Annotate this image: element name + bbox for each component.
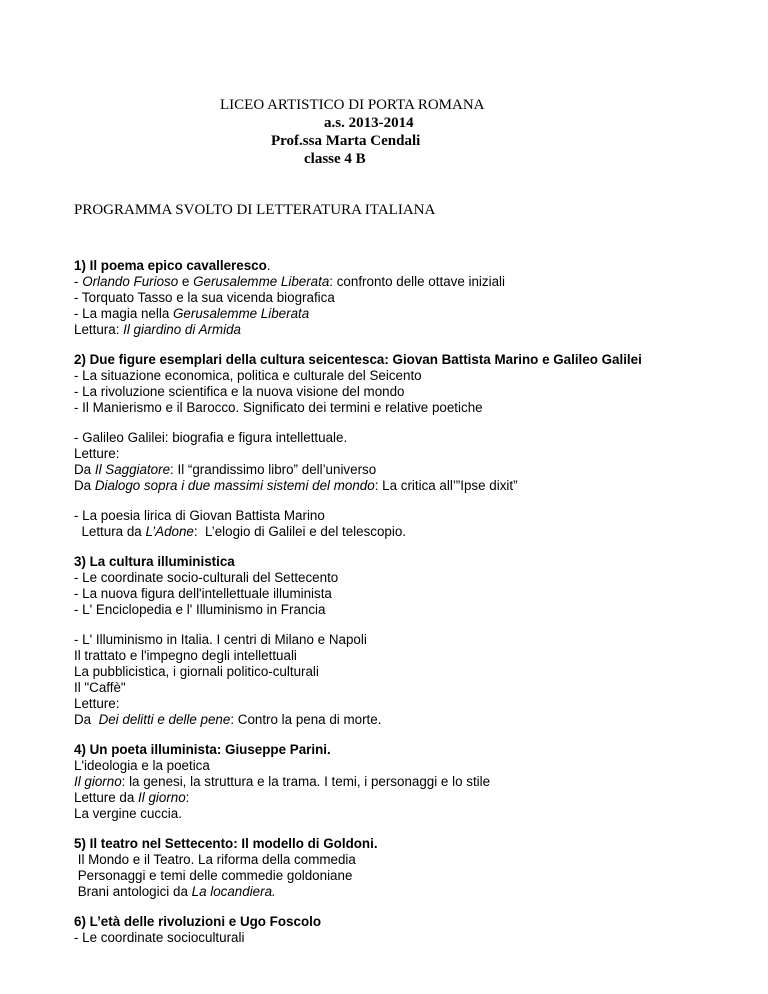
line <box>74 712 714 728</box>
line: La vergine cuccia. <box>74 806 182 821</box>
line: Letture: <box>74 696 120 711</box>
section-heading <box>74 258 714 274</box>
section-heading: 5) Il teatro nel Settecento: Il modello di Goldoni. <box>74 836 378 851</box>
text: : La critica all’”Ipse dixit” <box>374 478 518 493</box>
text: : <box>185 790 190 805</box>
line: Il "Caffè" <box>74 680 126 695</box>
text: : la genesi, la struttura e la trama. I temi, i personaggi e lo stile <box>121 774 491 789</box>
section-1 <box>74 258 714 338</box>
text: Da <box>74 462 95 477</box>
line <box>74 524 714 540</box>
line: - Il Manierismo e il Barocco. Significato dei termini e relative poetiche <box>74 400 483 415</box>
text: Lettura: <box>74 322 124 337</box>
text: - La magia nella <box>74 306 173 321</box>
work-title: La locandiera. <box>191 884 276 899</box>
line: Il Mondo e il Teatro. La riforma della commedia <box>74 852 356 867</box>
section-6 <box>74 914 714 946</box>
section-2 <box>74 352 714 540</box>
text: Lettura da <box>74 524 146 539</box>
teacher-name: Prof.ssa Marta Cendali <box>271 133 421 149</box>
text: Letture da <box>74 790 139 805</box>
line <box>74 478 714 494</box>
school-name: LICEO ARTISTICO DI PORTA ROMANA <box>220 97 485 113</box>
line: - Orlando Furioso e Gerusalemme Liberata: confronto delle ottave iniziali <box>74 274 505 289</box>
line: - La rivoluzione scientifica e la nuova visione del mondo <box>74 384 405 399</box>
work-title: Dei delitti e delle pene <box>98 712 231 727</box>
text: e <box>178 274 194 289</box>
spacer <box>74 494 714 508</box>
line: - L' Illuminismo in Italia. I centri di Milano e Napoli <box>74 632 367 647</box>
section-heading: 2) Due figure esemplari della cultura seicentesca: Giovan Battista Marino e Galileo Galilei <box>74 352 642 367</box>
heading-period: . <box>266 258 271 273</box>
section-5 <box>74 836 714 900</box>
program-title: PROGRAMMA SVOLTO DI LETTERATURA ITALIANA <box>74 202 436 218</box>
section-heading: 3) La cultura illuministica <box>74 554 235 569</box>
work-title: Gerusalemme Liberata <box>193 274 330 289</box>
section-3 <box>74 554 714 728</box>
text: Brani antologici da <box>74 884 192 899</box>
spacer <box>74 618 714 632</box>
section-heading-text: 1) Il poema epico cavalleresco <box>74 258 267 273</box>
text: Da <box>74 478 95 493</box>
line <box>74 306 714 322</box>
class-name: classe 4 B <box>304 151 366 167</box>
text: : Il “grandissimo libro” dell’universo <box>170 462 377 477</box>
text: : L’elogio di Galilei e del telescopio. <box>193 524 407 539</box>
section-4 <box>74 742 714 822</box>
line: La pubblicistica, i giornali politico-culturali <box>74 664 319 679</box>
line: - La situazione economica, politica e culturale del Seicento <box>74 368 422 383</box>
line <box>74 790 714 806</box>
line: L'ideologia e la poetica <box>74 758 210 773</box>
work-title: Orlando Furioso <box>82 274 179 289</box>
program-body <box>74 258 714 960</box>
work-title: Il giorno <box>74 774 122 789</box>
line: - L' Enciclopedia e l' Illuminismo in Francia <box>74 602 326 617</box>
section-heading: 4) Un poeta illuminista: Giuseppe Parini. <box>74 742 331 757</box>
line: - Le coordinate socioculturali <box>74 930 245 945</box>
work-title: L’Adone <box>145 524 194 539</box>
spacer <box>74 416 714 430</box>
line: Letture: <box>74 446 120 461</box>
text: Da <box>74 712 99 727</box>
line <box>74 884 714 900</box>
text: : Contro la pena di morte. <box>230 712 382 727</box>
line <box>74 322 714 338</box>
school-year: a.s. 2013-2014 <box>324 115 414 131</box>
line: - La nuova figura dell'intellettuale illuminista <box>74 586 332 601</box>
line <box>74 462 714 478</box>
line: Il trattato e l'impegno degli intellettuali <box>74 648 297 663</box>
line: - Galileo Galilei: biografia e figura intellettuale. <box>74 430 348 445</box>
section-heading: 6) L’età delle rivoluzioni e Ugo Foscolo <box>74 914 322 929</box>
work-title: Il Saggiatore <box>94 462 171 477</box>
work-title: Gerusalemme Liberata <box>173 306 310 321</box>
work-title: Dialogo sopra i due massimi sistemi del mondo <box>94 478 375 493</box>
line: - La poesia lirica di Giovan Battista Marino <box>74 508 325 523</box>
line <box>74 774 714 790</box>
line: Personaggi e temi delle commedie goldoniane <box>74 868 353 883</box>
work-title: Il giardino di Armida <box>123 322 241 337</box>
line: - Torquato Tasso e la sua vicenda biografica <box>74 290 335 305</box>
work-title: Il giorno <box>138 790 186 805</box>
line: - Le coordinate socio-culturali del Settecento <box>74 570 339 585</box>
text: : confronto delle ottave iniziali <box>329 274 505 289</box>
